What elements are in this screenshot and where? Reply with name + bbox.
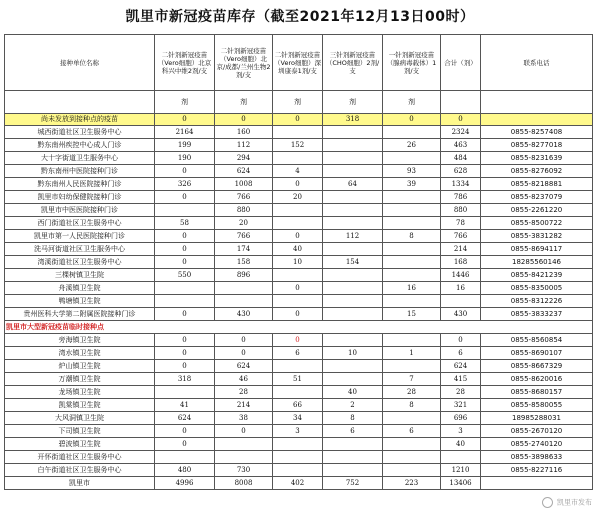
dose-cell: 896: [215, 269, 273, 282]
phone-cell: 0855-3831282: [481, 230, 593, 243]
dose-cell: 430: [441, 308, 481, 321]
dose-cell: [323, 360, 383, 373]
table-row: [5, 412, 593, 425]
dose-cell: 6: [441, 347, 481, 360]
dose-cell: 0: [273, 334, 323, 347]
table-row: [5, 451, 593, 464]
wechat-logo-icon: [542, 497, 553, 508]
unit-name-cell: 龙场镇卫生院: [5, 386, 155, 399]
dose-cell: 0: [215, 334, 273, 347]
dose-cell: 剂: [383, 91, 441, 114]
dose-cell: 78: [441, 217, 481, 230]
phone-cell: 0855-8350005: [481, 282, 593, 295]
dose-cell: 0: [155, 334, 215, 347]
dose-cell: 10: [273, 256, 323, 269]
dose-cell: 34: [273, 412, 323, 425]
phone-cell: 0855-2261220: [481, 204, 593, 217]
dose-cell: [215, 295, 273, 308]
phone-cell: 0855-8276092: [481, 165, 593, 178]
dose-cell: 0: [441, 334, 481, 347]
dose-cell: 0: [155, 114, 215, 126]
dose-cell: [323, 334, 383, 347]
unit-name-cell: 大风洞镇卫生院: [5, 412, 155, 425]
dose-cell: 2324: [441, 126, 481, 139]
table-row: [5, 269, 593, 282]
table-row: [5, 139, 593, 152]
unit-name-cell: 万潮镇卫生院: [5, 373, 155, 386]
watermark-text: 凯里市发布: [557, 498, 592, 507]
unsent-vaccine-row: [5, 114, 593, 126]
dose-cell: 0: [155, 191, 215, 204]
dose-cell: 624: [441, 360, 481, 373]
dose-cell: 0: [273, 178, 323, 191]
table-row: [5, 399, 593, 412]
col-header-kangtai: 二针剂新冠疫苗（Vero细胞）深圳康泰1剂/支: [273, 35, 323, 91]
dose-cell: 752: [323, 477, 383, 490]
dose-cell: 13406: [441, 477, 481, 490]
unit-name-cell: 开怀街道社区卫生服务中心: [5, 451, 155, 464]
unit-name-cell: [5, 91, 155, 114]
dose-cell: 16: [383, 282, 441, 295]
table-row: [5, 386, 593, 399]
dose-cell: [273, 204, 323, 217]
unit-name-cell: 尚未发放到接种点的疫苗: [5, 114, 155, 126]
table-row: [5, 152, 593, 165]
dose-cell: [383, 360, 441, 373]
dose-cell: [323, 139, 383, 152]
dose-cell: [383, 204, 441, 217]
dose-cell: [273, 152, 323, 165]
unit-name-cell: 凯里市第一人民医院接种门诊: [5, 230, 155, 243]
dose-cell: 480: [155, 464, 215, 477]
dose-cell: [383, 191, 441, 204]
dose-cell: [155, 386, 215, 399]
dose-cell: [155, 282, 215, 295]
dose-cell: 2: [323, 399, 383, 412]
phone-cell: [481, 477, 593, 490]
phone-cell: 0855-8680157: [481, 386, 593, 399]
dose-cell: 8008: [215, 477, 273, 490]
phone-cell: 0855-8580055: [481, 399, 593, 412]
dose-cell: [323, 243, 383, 256]
dose-cell: 0: [155, 347, 215, 360]
unit-name-cell: 旁海镇卫生院: [5, 334, 155, 347]
table-row: [5, 295, 593, 308]
dose-cell: [323, 464, 383, 477]
dose-cell: [323, 165, 383, 178]
phone-cell: 18985288031: [481, 412, 593, 425]
table-row: [5, 360, 593, 373]
table-row: [5, 282, 593, 295]
unit-name-cell: 城西街道社区卫生服务中心: [5, 126, 155, 139]
phone-cell: 0855-8421239: [481, 269, 593, 282]
table-row: [5, 347, 593, 360]
dose-cell: 484: [441, 152, 481, 165]
table-row: [5, 243, 593, 256]
table-row: [5, 230, 593, 243]
dose-cell: [383, 438, 441, 451]
table-row: [5, 191, 593, 204]
unit-name-cell: 黔东南州疾控中心成人门诊: [5, 139, 155, 152]
watermark: [542, 497, 592, 508]
dose-cell: [441, 91, 481, 114]
dose-cell: 0: [273, 282, 323, 295]
dose-cell: 1334: [441, 178, 481, 191]
table-row: [5, 334, 593, 347]
dose-cell: [323, 282, 383, 295]
page-title: 凯里市新冠疫苗库存（截至2021年12月13日00时）: [125, 9, 475, 25]
total-row: [5, 477, 593, 490]
vaccine-stock-table: [4, 34, 593, 490]
dose-cell: 1: [383, 347, 441, 360]
unit-name-cell: 湾水镇卫生院: [5, 347, 155, 360]
dose-cell: 0: [215, 347, 273, 360]
unit-name-cell: 凯里市中医医院接种门诊: [5, 204, 155, 217]
dose-cell: 15: [383, 308, 441, 321]
dose-cell: [323, 217, 383, 230]
unit-name-cell: 凯棠镇卫生院: [5, 399, 155, 412]
dose-cell: 6: [323, 425, 383, 438]
dose-cell: 3: [441, 425, 481, 438]
unit-name-cell: 贵州医科大学第二附属医院接种门诊: [5, 308, 155, 321]
phone-cell: 0855-2740120: [481, 438, 593, 451]
phone-cell: 18285560146: [481, 256, 593, 269]
dose-cell: 880: [215, 204, 273, 217]
phone-cell: 0855-8690107: [481, 347, 593, 360]
phone-cell: 0855-8620016: [481, 373, 593, 386]
dose-cell: [273, 126, 323, 139]
dose-cell: 223: [383, 477, 441, 490]
dose-cell: [383, 412, 441, 425]
table-row: [5, 217, 593, 230]
dose-cell: [273, 269, 323, 282]
dose-cell: 40: [441, 438, 481, 451]
phone-cell: 0855-3898633: [481, 451, 593, 464]
dose-cell: 402: [273, 477, 323, 490]
dose-cell: 8: [383, 399, 441, 412]
dose-cell: 160: [215, 126, 273, 139]
dose-cell: 0: [155, 425, 215, 438]
dose-cell: 0: [215, 425, 273, 438]
dose-cell: 326: [155, 178, 215, 191]
unit-name-cell: 白午街道社区卫生服务中心: [5, 464, 155, 477]
phone-cell: 0855-8667329: [481, 360, 593, 373]
unit-name-cell: 鸭塘镇卫生院: [5, 295, 155, 308]
dose-cell: 628: [441, 165, 481, 178]
dose-cell: [383, 451, 441, 464]
phone-cell: 0855-8218881: [481, 178, 593, 191]
dose-cell: 158: [215, 256, 273, 269]
unit-name-cell: 下司镇卫生院: [5, 425, 155, 438]
phone-cell: 0855-8231639: [481, 152, 593, 165]
phone-cell: 0855-8312226: [481, 295, 593, 308]
table-row: [5, 373, 593, 386]
dose-cell: 766: [215, 230, 273, 243]
table-row: [5, 464, 593, 477]
subheader-label: 凯里市大型新冠疫苗临时接种点: [5, 321, 593, 334]
dose-cell: [323, 191, 383, 204]
unit-name-cell: 洗马河街道社区卫生服务中心: [5, 243, 155, 256]
dose-cell: [273, 360, 323, 373]
dose-cell: [155, 451, 215, 464]
col-header-name: 接种单位名称: [5, 35, 155, 91]
dose-cell: 624: [155, 412, 215, 425]
dose-cell: [383, 256, 441, 269]
dose-cell: 0: [215, 114, 273, 126]
unit-name-cell: 三棵树镇卫生院: [5, 269, 155, 282]
dose-cell: 624: [215, 165, 273, 178]
dose-cell: 318: [323, 114, 383, 126]
dose-cell: [323, 451, 383, 464]
dose-cell: 1446: [441, 269, 481, 282]
unit-name-cell: 凯里市妇幼保健院接种门诊: [5, 191, 155, 204]
dose-cell: 8: [323, 412, 383, 425]
phone-cell: [481, 114, 593, 126]
dose-cell: 430: [215, 308, 273, 321]
dose-cell: [383, 464, 441, 477]
table-row: [5, 425, 593, 438]
phone-cell: 0855-8257408: [481, 126, 593, 139]
col-header-cho: 三针剂新冠疫苗（CHO细胞）2剂/支: [323, 35, 383, 91]
dose-cell: 321: [441, 399, 481, 412]
dose-cell: [215, 451, 273, 464]
dose-cell: 20: [215, 217, 273, 230]
dose-cell: [273, 438, 323, 451]
unit-name-cell: 凯里市: [5, 477, 155, 490]
phone-cell: 0855-8227116: [481, 464, 593, 477]
temporary-site-subheader: [5, 321, 593, 334]
dose-cell: 0: [273, 114, 323, 126]
dose-cell: [273, 295, 323, 308]
phone-cell: 0855-8694117: [481, 243, 593, 256]
col-header-kexing: 二针剂新冠疫苗（Vero细胞）北京科兴中维2剂/支: [155, 35, 215, 91]
col-header-phone: 联系电话: [481, 35, 593, 91]
dose-cell: [383, 152, 441, 165]
dose-cell: [383, 126, 441, 139]
dose-cell: 0: [383, 114, 441, 126]
unit-name-cell: 炉山镇卫生院: [5, 360, 155, 373]
table-row: [5, 308, 593, 321]
dose-cell: 1210: [441, 464, 481, 477]
dose-cell: 0: [155, 360, 215, 373]
table-row: [5, 438, 593, 451]
phone-cell: 0855-3833237: [481, 308, 593, 321]
col-header-sinopharm: 二针剂新冠疫苗（Vero细胞）北京/成都/兰州生物2剂/支: [215, 35, 273, 91]
dose-cell: 696: [441, 412, 481, 425]
dose-cell: 214: [441, 243, 481, 256]
dose-cell: 4996: [155, 477, 215, 490]
dose-cell: 112: [323, 230, 383, 243]
dose-cell: 174: [215, 243, 273, 256]
dose-cell: 3: [273, 425, 323, 438]
phone-cell: 0855-8560854: [481, 334, 593, 347]
dose-cell: 剂: [273, 91, 323, 114]
col-header-adenovirus: 一针剂新冠疫苗（腺病毒载体）1剂/支: [383, 35, 441, 91]
unit-name-cell: 黔东南州人民医院接种门诊: [5, 178, 155, 191]
dose-cell: 0: [155, 230, 215, 243]
dose-cell: [323, 126, 383, 139]
dose-cell: 58: [155, 217, 215, 230]
dose-cell: 40: [273, 243, 323, 256]
dose-cell: [383, 243, 441, 256]
table-row: [5, 178, 593, 191]
table-row: [5, 256, 593, 269]
dose-cell: [383, 269, 441, 282]
dose-cell: 624: [215, 360, 273, 373]
dose-cell: 550: [155, 269, 215, 282]
dose-cell: 2164: [155, 126, 215, 139]
col-header-total: 合计（剂）: [441, 35, 481, 91]
unit-name-cell: 湾溪街道社区卫生服务中心: [5, 256, 155, 269]
dose-cell: [323, 373, 383, 386]
unit-name-cell: 西门街道社区卫生服务中心: [5, 217, 155, 230]
phone-cell: 0855-8500722: [481, 217, 593, 230]
dose-cell: 730: [215, 464, 273, 477]
dose-cell: 4: [273, 165, 323, 178]
dose-cell: 46: [215, 373, 273, 386]
dose-cell: [273, 464, 323, 477]
dose-cell: 38: [215, 412, 273, 425]
dose-cell: 20: [273, 191, 323, 204]
dose-cell: 1008: [215, 178, 273, 191]
unit-name-cell: 碧波镇卫生院: [5, 438, 155, 451]
dose-cell: [323, 438, 383, 451]
dose-cell: 152: [273, 139, 323, 152]
dose-cell: 28: [441, 386, 481, 399]
dose-cell: 剂: [323, 91, 383, 114]
dose-cell: 294: [215, 152, 273, 165]
dose-cell: 0: [441, 114, 481, 126]
dose-cell: 214: [215, 399, 273, 412]
dose-cell: [383, 295, 441, 308]
dose-cell: 112: [215, 139, 273, 152]
unit-row: [5, 91, 593, 114]
dose-cell: [273, 217, 323, 230]
dose-cell: [383, 334, 441, 347]
dose-cell: [383, 217, 441, 230]
dose-cell: 41: [155, 399, 215, 412]
dose-cell: 0: [155, 256, 215, 269]
dose-cell: 0: [155, 308, 215, 321]
phone-cell: 0855-8237079: [481, 191, 593, 204]
dose-cell: [323, 204, 383, 217]
dose-cell: 10: [323, 347, 383, 360]
phone-cell: 0855-2670120: [481, 425, 593, 438]
dose-cell: 154: [323, 256, 383, 269]
dose-cell: 6: [383, 425, 441, 438]
dose-cell: [323, 152, 383, 165]
dose-cell: [323, 308, 383, 321]
dose-cell: 51: [273, 373, 323, 386]
dose-cell: [441, 295, 481, 308]
dose-cell: 0: [273, 308, 323, 321]
unit-name-cell: 大十字街道卫生服务中心: [5, 152, 155, 165]
dose-cell: [441, 451, 481, 464]
dose-cell: 8: [383, 230, 441, 243]
unit-name-cell: 舟溪镇卫生院: [5, 282, 155, 295]
dose-cell: 64: [323, 178, 383, 191]
dose-cell: 剂: [155, 91, 215, 114]
dose-cell: 415: [441, 373, 481, 386]
dose-cell: 766: [441, 230, 481, 243]
dose-cell: 40: [323, 386, 383, 399]
dose-cell: 66: [273, 399, 323, 412]
dose-cell: 0: [273, 230, 323, 243]
dose-cell: 28: [383, 386, 441, 399]
dose-cell: [215, 438, 273, 451]
dose-cell: 16: [441, 282, 481, 295]
header-row: [5, 35, 593, 91]
dose-cell: 318: [155, 373, 215, 386]
dose-cell: [273, 386, 323, 399]
table-row: [5, 165, 593, 178]
dose-cell: 880: [441, 204, 481, 217]
dose-cell: 0: [155, 243, 215, 256]
phone-cell: [481, 91, 593, 114]
dose-cell: 766: [215, 191, 273, 204]
dose-cell: 199: [155, 139, 215, 152]
dose-cell: [215, 282, 273, 295]
dose-cell: 0: [155, 438, 215, 451]
dose-cell: 26: [383, 139, 441, 152]
dose-cell: 28: [215, 386, 273, 399]
dose-cell: [323, 269, 383, 282]
dose-cell: 786: [441, 191, 481, 204]
table-row: [5, 204, 593, 217]
dose-cell: 463: [441, 139, 481, 152]
dose-cell: 0: [155, 165, 215, 178]
dose-cell: 7: [383, 373, 441, 386]
dose-cell: [323, 295, 383, 308]
unit-name-cell: 黔东南州中医院接种门诊: [5, 165, 155, 178]
dose-cell: 6: [273, 347, 323, 360]
dose-cell: [155, 204, 215, 217]
dose-cell: 93: [383, 165, 441, 178]
phone-cell: 0855-8277018: [481, 139, 593, 152]
dose-cell: 168: [441, 256, 481, 269]
dose-cell: 剂: [215, 91, 273, 114]
dose-cell: 190: [155, 152, 215, 165]
dose-cell: [155, 295, 215, 308]
dose-cell: [273, 451, 323, 464]
table-row: [5, 126, 593, 139]
dose-cell: 39: [383, 178, 441, 191]
